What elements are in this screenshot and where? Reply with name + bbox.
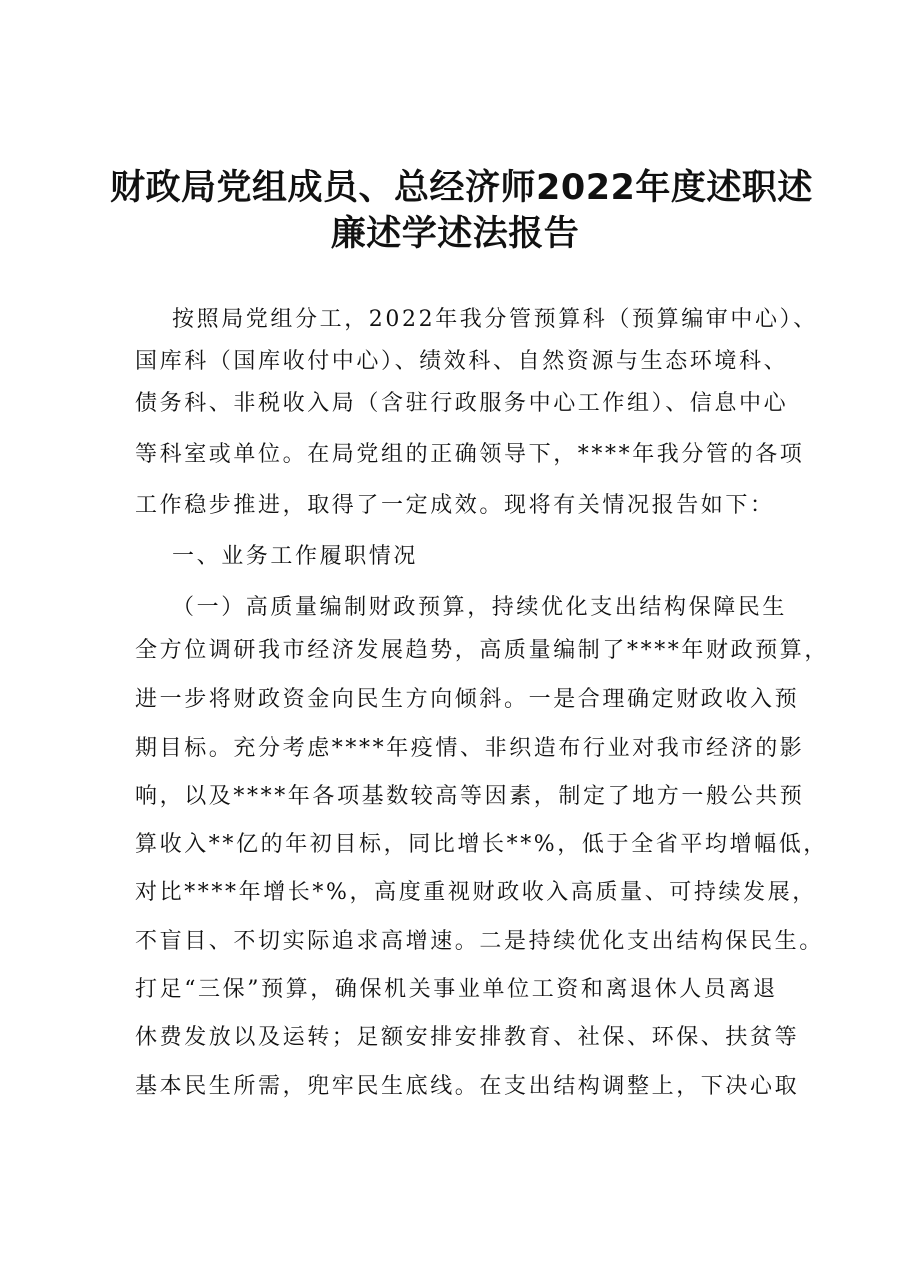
paragraph-line: 全方位调研我市经济发展趋势，高质量编制了****年财政预算， bbox=[135, 638, 830, 663]
paragraph-line: 休费发放以及运转；足额安排安排教育、社保、环保、扶贫等 bbox=[135, 1025, 800, 1050]
paragraph-line: 算收入**亿的年初目标，同比增长**%，低于全省平均增幅低， bbox=[135, 832, 828, 857]
paragraph-line: 期目标。充分考虑****年疫情、非织造布行业对我市经济的影 bbox=[135, 736, 805, 761]
subsection-heading: （一）高质量编制财政预算，持续优化支出结构保障民生 bbox=[172, 595, 788, 620]
paragraph-line: 进一步将财政资金向民生方向倾斜。一是合理确定财政收入预 bbox=[135, 687, 800, 712]
section-heading: 一、业务工作履职情况 bbox=[172, 544, 419, 569]
paragraph-line: 等科室或单位。在局党组的正确领导下，****年我分管的各项 bbox=[135, 442, 805, 467]
paragraph-line: 债务科、非税收入局（含驻行政服务中心工作组）、信息中心 bbox=[135, 391, 789, 416]
paragraph-line: 打足“三保”预算，确保机关事业单位工资和离退休人员离退 bbox=[135, 977, 778, 1002]
document-title-line-2: 廉述学述法报告 bbox=[330, 214, 580, 254]
paragraph-line: 按照局党组分工，2022年我分管预算科（预算编审中心）、 bbox=[172, 307, 818, 332]
paragraph-line: 国库科（国库收付中心）、绩效科、自然资源与生态环境科、 bbox=[135, 349, 789, 374]
paragraph-line: 不盲目、不切实际追求高增速。二是持续优化支出结构保民生。 bbox=[135, 929, 824, 954]
paragraph-line: 响，以及****年各项基数较高等因素，制定了地方一般公共预 bbox=[135, 784, 805, 809]
document-title-line-1: 财政局党组成员、总经济师2022年度述职述 bbox=[110, 168, 813, 208]
paragraph-line: 对比****年增长*%，高度重视财政收入高质量、可持续发展， bbox=[135, 880, 817, 905]
paragraph-line: 基本民生所需，兜牢民生底线。在支出结构调整上，下决心取 bbox=[135, 1074, 800, 1099]
paragraph-line: 工作稳步推进，取得了一定成效。现将有关情况报告如下： bbox=[135, 493, 775, 518]
